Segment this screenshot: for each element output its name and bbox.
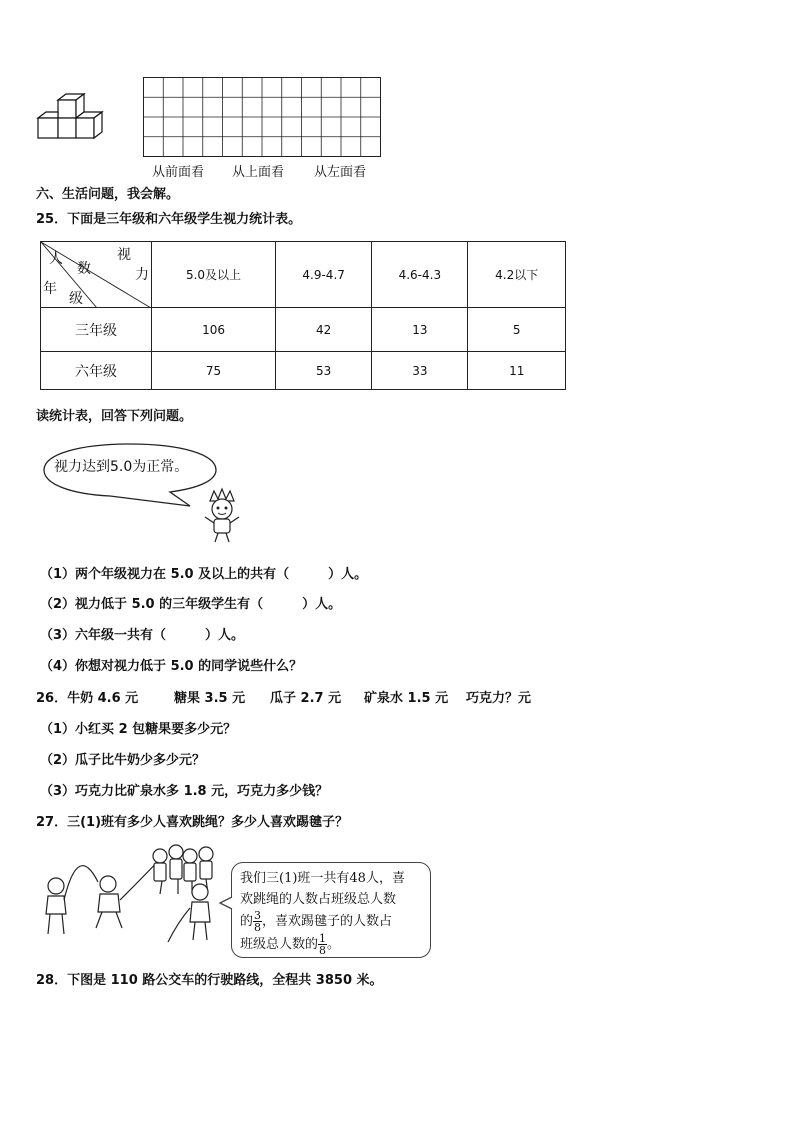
frac2-numerator: 1 bbox=[319, 932, 327, 945]
table-cell: 106 bbox=[152, 308, 276, 352]
table-cell: 53 bbox=[276, 352, 372, 390]
speech-box-tail bbox=[218, 895, 234, 911]
frac1-denominator: 8 bbox=[254, 921, 262, 934]
speech-line-3 bbox=[240, 910, 428, 933]
q27-title: 27．三(1)班有多少人喜欢跳绳？多少人喜欢踢毽子？ bbox=[36, 815, 349, 830]
diagonal-header-cell bbox=[41, 242, 152, 308]
row-grade-3: 三年级 bbox=[41, 308, 152, 352]
speech-line-2: 欢跳绳的人数占班级总人数 bbox=[240, 892, 397, 907]
speech-end: 。 bbox=[327, 937, 341, 952]
q26-item-candy: 糖果 3.5 元 bbox=[174, 691, 246, 706]
vision-stat-table bbox=[40, 241, 566, 390]
fraction-three-eighths bbox=[253, 910, 262, 933]
col-header-2: 4.9-4.7 bbox=[276, 242, 372, 308]
table-cell: 13 bbox=[372, 308, 468, 352]
header-people-2: 数 bbox=[77, 261, 91, 277]
speech-text bbox=[240, 868, 428, 956]
q26-item-water: 矿泉水 1.5 元 bbox=[364, 691, 449, 706]
header-grade-1: 年 bbox=[43, 281, 57, 297]
q25-sub-4: （4）你想对视力低于 5.0 的同学说些什么？ bbox=[40, 659, 303, 674]
q26-item-milk: 26．牛奶 4.6 元 bbox=[36, 691, 139, 706]
table-cell: 33 bbox=[372, 352, 468, 390]
q26-sub-2: （2）瓜子比牛奶少多少元？ bbox=[40, 753, 206, 768]
table-cell: 42 bbox=[276, 308, 372, 352]
header-people-1: 人 bbox=[49, 251, 63, 267]
col-header-4: 4.2以下 bbox=[468, 242, 566, 308]
view-label-left: 从左面看 bbox=[314, 165, 367, 180]
q26-sub-3: （3）巧克力比矿泉水多 1.8 元，巧克力多少钱？ bbox=[40, 784, 329, 799]
header-grade-2: 级 bbox=[69, 291, 83, 307]
q26-item-seeds: 瓜子 2.7 元 bbox=[270, 691, 342, 706]
col-header-1: 5.0及以上 bbox=[152, 242, 276, 308]
speech-line-4 bbox=[240, 933, 428, 956]
table-cell: 11 bbox=[468, 352, 566, 390]
header-vision-1: 视 bbox=[117, 247, 131, 263]
speech-line-3-rest: ，喜欢踢毽子的人数占 bbox=[262, 914, 393, 929]
q25-title: 25．下面是三年级和六年级学生视力统计表。 bbox=[36, 212, 302, 227]
section-six-heading: 六、生活问题，我会解。 bbox=[36, 187, 180, 202]
q25-sub-3: （3）六年级一共有（ ）人。 bbox=[40, 628, 245, 643]
table-cell: 5 bbox=[468, 308, 566, 352]
speech-de: 的 bbox=[240, 914, 254, 929]
header-vision-2: 力 bbox=[135, 267, 149, 283]
row-grade-6: 六年级 bbox=[41, 352, 152, 390]
speech-line-4-text: 班级总人数的 bbox=[240, 937, 319, 952]
col-header-3: 4.6-4.3 bbox=[372, 242, 468, 308]
bubble-text: 视力达到5.0为正常。 bbox=[54, 459, 189, 475]
cube-figure bbox=[36, 92, 108, 144]
q28-title: 28．下图是 110 路公交车的行驶路线，全程共 3850 米。 bbox=[36, 973, 383, 988]
q26-sub-1: （1）小红买 2 包糖果要多少元？ bbox=[40, 722, 237, 737]
frac1-numerator: 3 bbox=[254, 909, 262, 922]
speech-bubble bbox=[40, 440, 220, 512]
speech-line-1: 我们三(1)班一共有48人，喜 bbox=[240, 871, 405, 886]
children-jump-rope-illustration bbox=[38, 842, 228, 946]
view-drawing-grid[interactable] bbox=[143, 77, 381, 157]
mascot-illustration bbox=[200, 487, 244, 545]
table-cell: 75 bbox=[152, 352, 276, 390]
view-label-front: 从前面看 bbox=[152, 165, 205, 180]
frac2-denominator: 8 bbox=[319, 944, 327, 957]
q26-item-chocolate: 巧克力？元 bbox=[466, 691, 532, 706]
table-instruction: 读统计表，回答下列问题。 bbox=[36, 409, 193, 424]
q25-sub-1: （1）两个年级视力在 5.0 及以上的共有（ ）人。 bbox=[40, 567, 368, 582]
fraction-one-eighth bbox=[318, 933, 327, 956]
view-label-top: 从上面看 bbox=[232, 165, 285, 180]
q25-sub-2: （2）视力低于 5.0 的三年级学生有（ ）人。 bbox=[40, 597, 342, 612]
